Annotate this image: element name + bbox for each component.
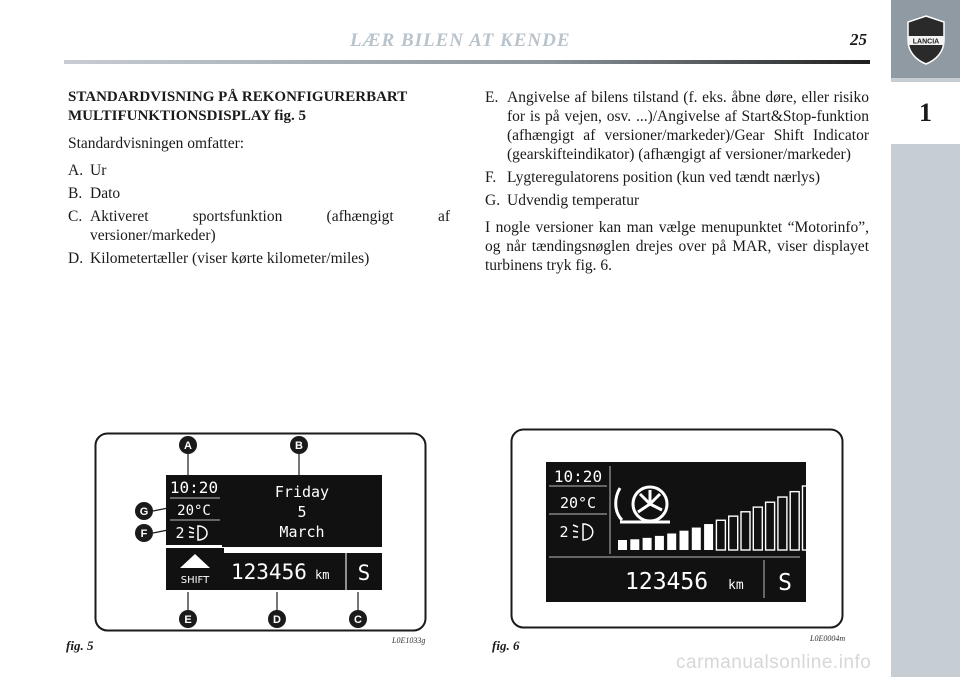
fig5-code: L0E1033g	[392, 636, 426, 645]
fig5-temperature: 20°C	[177, 503, 211, 519]
fig5-date-number: 5	[297, 503, 307, 521]
callout-b: B	[295, 440, 303, 452]
turbo-bar	[618, 540, 627, 550]
fig5-sport-indicator: S	[357, 561, 371, 585]
turbo-bar	[680, 531, 689, 550]
fig6-code: L0E0004m	[810, 634, 846, 643]
watermark: carmanualsonline.info	[676, 652, 872, 673]
section-heading-line1: STANDARDVISNING PÅ REKONFIGURERBART	[68, 89, 408, 105]
fig6-clock: 10:20	[553, 467, 603, 486]
callout-d: D	[273, 614, 281, 626]
figure-5-display	[94, 432, 427, 632]
callout-a: A	[184, 440, 192, 452]
list-text: Udvendig temperatur	[507, 192, 640, 209]
list-letter: E.	[485, 89, 499, 106]
list-item	[485, 88, 869, 164]
section-heading	[68, 88, 450, 126]
lancia-logo-icon	[904, 14, 948, 66]
fig5-caption: fig. 5	[66, 638, 94, 653]
list-text: Kilometertæller (viser kørte kilometer/miles)	[90, 250, 370, 267]
motorinfo-paragraph: I nogle versioner kan man vælge menupunktet “Motorinfo”, og når tændingsnøglen drejes over på MAR, viser displayet turbinens tryk fig. 6.	[485, 219, 869, 274]
fig5-shift-label: SHIFT	[180, 575, 210, 586]
logo-text: LANCIA	[912, 38, 940, 46]
left-text-column	[68, 88, 450, 272]
turbo-bar	[692, 528, 701, 550]
chapter-sidebar	[891, 0, 960, 677]
fig6-caption: fig. 6	[492, 638, 520, 653]
list-text: Ur	[90, 162, 107, 179]
callout-f: F	[140, 528, 148, 540]
page-number: 25	[850, 30, 867, 49]
turbo-bar	[667, 533, 676, 550]
fig5-odometer: 123456	[231, 560, 307, 584]
callout-e: E	[184, 614, 192, 626]
turbo-bar	[643, 538, 652, 550]
header-rule	[64, 60, 870, 64]
list-item	[485, 168, 869, 187]
list-item	[68, 207, 450, 245]
list-letter: F.	[485, 169, 497, 186]
fig6-sport-indicator: S	[778, 570, 792, 596]
list-item	[68, 249, 450, 268]
fig6-odometer: 123456	[625, 569, 709, 595]
list-letter: C.	[68, 208, 83, 225]
list-item	[68, 161, 450, 180]
list-text: Aktiveret sportsfunktion (afhængigt af versioner/markeder)	[90, 208, 450, 244]
callout-c: C	[354, 614, 362, 626]
section-heading-line2: MULTIFUNKTIONSDISPLAY fig. 5	[68, 108, 306, 124]
intro-text: Standardvisningen omfatter:	[68, 135, 245, 152]
list-letter: G.	[485, 192, 501, 209]
fig5-date-month: March	[279, 523, 325, 541]
figure-6-display	[510, 428, 844, 629]
fig5-date-day: Friday	[274, 483, 330, 501]
turbo-bar	[655, 536, 664, 550]
chapter-number: 1	[919, 98, 932, 127]
turbo-bar	[704, 524, 713, 550]
turbo-bar	[630, 539, 639, 550]
fig5-light-level: 2	[175, 524, 185, 542]
list-text: Angivelse af bilens tilstand (f. eks. åbne døre, eller risiko for is på vejen, osv. ...)/Angivelse af Start&Stop-funktion (afhængigt af versioner/markeder)/Gear Shift Indicator (gearskifteindikator) (afhængigt af versioner/markeder)	[507, 89, 869, 163]
callout-g: G	[139, 506, 149, 518]
list-letter: A.	[68, 162, 84, 179]
list-letter: D.	[68, 250, 84, 267]
right-text-column	[485, 88, 869, 275]
running-header-title: LÆR BILEN AT KENDE	[350, 30, 571, 51]
fig5-clock: 10:20	[169, 478, 219, 497]
list-text: Dato	[90, 185, 121, 202]
logo-box	[891, 0, 960, 78]
list-item	[485, 191, 869, 210]
fig6-temperature: 20°C	[559, 494, 597, 512]
list-text: Lygteregulatorens position (kun ved tændt nærlys)	[507, 169, 820, 186]
fig6-light-level: 2	[559, 523, 569, 541]
list-item	[68, 184, 450, 203]
list-letter: B.	[68, 185, 83, 202]
fig6-odometer-unit: km	[728, 578, 744, 593]
fig5-odometer-unit: km	[315, 568, 330, 582]
